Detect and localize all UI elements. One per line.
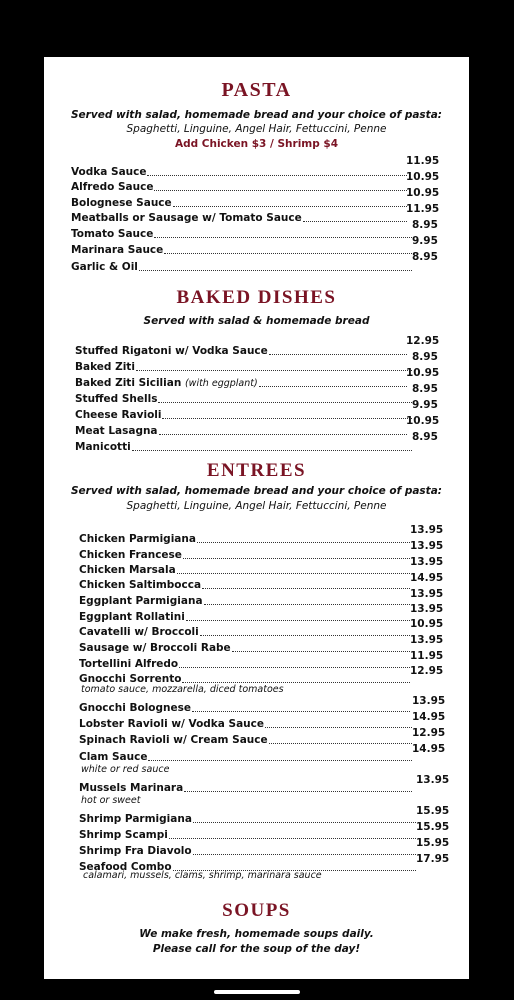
leader-dots [193, 854, 416, 855]
leader-dots [184, 791, 412, 792]
item-name: Mussels Marinara [79, 782, 184, 794]
leader-dots [154, 190, 407, 191]
leader-dots [303, 221, 407, 222]
home-indicator[interactable] [214, 990, 300, 994]
leader-dots [159, 434, 407, 435]
menu-item [71, 259, 414, 273]
menu-page [44, 57, 469, 979]
menu-item [79, 827, 418, 841]
leader-dots [147, 175, 407, 176]
item-price: 8.95 [412, 431, 438, 443]
item-name: Eggplant Parmigiana [79, 595, 203, 607]
item-price: 10.95 [406, 187, 440, 199]
item-name: Stuffed Shells [75, 393, 158, 405]
item-price: 13.95 [410, 540, 444, 552]
item-name: Vodka Sauce [71, 166, 147, 178]
item-note: (with eggplant) [184, 378, 258, 389]
menu-item [75, 343, 409, 357]
menu-item [79, 749, 414, 763]
leader-dots [200, 635, 410, 636]
menu-item [79, 780, 414, 794]
item-name: Meat Lasagna [75, 425, 158, 437]
item-name: Clam Sauce [79, 751, 148, 763]
leader-dots [148, 760, 412, 761]
leader-dots [182, 682, 410, 683]
leader-dots [136, 370, 412, 371]
item-price: 13.95 [416, 774, 450, 786]
item-name: Chicken Parmigiana [79, 533, 196, 545]
item-name: Cavatelli w/ Broccoli [79, 626, 199, 638]
leader-dots [158, 402, 412, 403]
item-price: 15.95 [416, 821, 450, 833]
menu-item [79, 562, 412, 576]
item-name: Alfredo Sauce [71, 181, 154, 193]
leader-dots [202, 588, 410, 589]
menu-item [75, 391, 414, 405]
item-price: 17.95 [416, 853, 450, 865]
item-description: hot or sweet [81, 795, 141, 806]
entrees-subtitle: Served with salad, homemade bread and your choice of pasta: [71, 485, 442, 497]
item-price: 8.95 [412, 383, 438, 395]
item-name: Gnocchi Sorrento [79, 673, 182, 685]
pasta-title: PASTA [221, 79, 292, 101]
item-price: 14.95 [412, 711, 446, 723]
item-price: 8.95 [412, 351, 438, 363]
item-price: 15.95 [416, 837, 450, 849]
item-price: 13.95 [410, 603, 444, 615]
item-price: 9.95 [412, 399, 438, 411]
menu-item [79, 547, 412, 561]
leader-dots [186, 620, 410, 621]
leader-dots [192, 711, 410, 712]
pasta-choices: Spaghetti, Linguine, Angel Hair, Fettuccini, Penne [126, 123, 387, 135]
menu-item [79, 609, 412, 623]
item-price: 10.95 [406, 171, 440, 183]
menu-item [71, 242, 414, 256]
leader-dots [179, 667, 410, 668]
leader-dots [197, 542, 410, 543]
item-name: Baked Ziti [75, 361, 135, 373]
menu-item [79, 843, 418, 857]
leader-dots [154, 237, 412, 238]
menu-item [79, 671, 412, 685]
item-name: Garlic & Oil [71, 261, 138, 273]
item-name-text: Baked Ziti Sicilian [75, 377, 182, 389]
item-price: 8.95 [412, 251, 438, 263]
leader-dots [177, 573, 410, 574]
item-price: 8.95 [412, 219, 438, 231]
menu-item [71, 210, 409, 224]
entrees-choices: Spaghetti, Linguine, Angel Hair, Fettuccini, Penne [126, 500, 387, 512]
leader-dots [232, 651, 410, 652]
item-name: Cheese Ravioli [75, 409, 162, 421]
menu-item [79, 732, 414, 746]
item-price: 14.95 [410, 572, 444, 584]
leader-dots [269, 354, 407, 355]
item-name: Chicken Marsala [79, 564, 176, 576]
item-name: Sausage w/ Broccoli Rabe [79, 642, 231, 654]
item-description: calamari, mussels, clams, shrimp, marinara sauce [83, 870, 322, 881]
soups-title: SOUPS [222, 900, 291, 921]
item-name: Stuffed Rigatoni w/ Vodka Sauce [75, 345, 268, 357]
item-price: 13.95 [412, 695, 446, 707]
item-price: 10.95 [406, 367, 440, 379]
item-price: 13.95 [410, 634, 444, 646]
menu-item [75, 439, 414, 453]
leader-dots [132, 450, 412, 451]
menu-item [79, 531, 412, 545]
item-price: 11.95 [410, 650, 444, 662]
menu-item [79, 640, 412, 654]
menu-item [71, 226, 414, 240]
item-name [75, 377, 258, 389]
item-name: Lobster Ravioli w/ Vodka Sauce [79, 718, 264, 730]
item-price: 15.95 [416, 805, 450, 817]
menu-item [79, 700, 412, 714]
item-price: 10.95 [410, 618, 444, 630]
item-price: 12.95 [406, 335, 440, 347]
item-name: Tomato Sauce [71, 228, 154, 240]
entrees-title: ENTREES [206, 460, 307, 481]
menu-item [75, 407, 414, 421]
item-name: Shrimp Parmigiana [79, 813, 192, 825]
item-price: 14.95 [412, 743, 446, 755]
menu-item [79, 656, 412, 670]
item-price: 10.95 [406, 415, 440, 427]
menu-item [79, 716, 414, 730]
item-name: Shrimp Fra Diavolo [79, 845, 192, 857]
leader-dots [183, 558, 410, 559]
menu-item [79, 624, 412, 638]
item-name: Chicken Francese [79, 549, 182, 561]
item-price: 12.95 [410, 665, 444, 677]
item-name: Bolognese Sauce [71, 197, 172, 209]
menu-item [79, 593, 412, 607]
item-price: 13.95 [410, 556, 444, 568]
item-name: Seafood Combo [79, 861, 172, 873]
item-name: Meatballs or Sausage w/ Tomato Sauce [71, 212, 302, 224]
leader-dots [162, 418, 412, 419]
leader-dots [164, 253, 412, 254]
soups-line-1: We make fresh, homemade soups daily. [139, 928, 374, 940]
leader-dots [269, 743, 412, 744]
soups-line-2: Please call for the soup of the day! [152, 943, 361, 955]
item-name: Tortellini Alfredo [79, 658, 179, 670]
menu-item [79, 811, 418, 825]
leader-dots [139, 270, 412, 271]
menu-item [71, 179, 409, 193]
baked-subtitle: Served with salad & homemade bread [143, 315, 370, 327]
item-name: Eggplant Rollatini [79, 611, 185, 623]
menu-item [79, 577, 412, 591]
leader-dots [204, 604, 410, 605]
item-price: 9.95 [412, 235, 438, 247]
menu-item [71, 195, 409, 209]
item-description: white or red sauce [81, 764, 170, 775]
item-name: Gnocchi Bolognese [79, 702, 191, 714]
pasta-add-ons: Add Chicken $3 / Shrimp $4 [174, 138, 339, 150]
menu-item [75, 375, 409, 389]
item-name: Shrimp Scampi [79, 829, 168, 841]
leader-dots [193, 822, 416, 823]
item-name: Chicken Saltimbocca [79, 579, 202, 591]
leader-dots [259, 386, 407, 387]
menu-item [75, 423, 409, 437]
baked-title: BAKED DISHES [176, 287, 337, 308]
leader-dots [265, 727, 412, 728]
item-name: Spinach Ravioli w/ Cream Sauce [79, 734, 268, 746]
leader-dots [173, 206, 407, 207]
item-price: 12.95 [412, 727, 446, 739]
item-price: 13.95 [410, 588, 444, 600]
item-price: 11.95 [406, 203, 440, 215]
item-name: Marinara Sauce [71, 244, 164, 256]
menu-item [75, 359, 414, 373]
item-price: 13.95 [410, 524, 444, 536]
item-name: Manicotti [75, 441, 131, 453]
item-description: tomato sauce, mozzarella, diced tomatoes [81, 684, 284, 695]
pasta-subtitle: Served with salad, homemade bread and your choice of pasta: [71, 109, 442, 121]
leader-dots [169, 838, 416, 839]
menu-item [71, 164, 409, 178]
item-price: 11.95 [406, 155, 440, 167]
